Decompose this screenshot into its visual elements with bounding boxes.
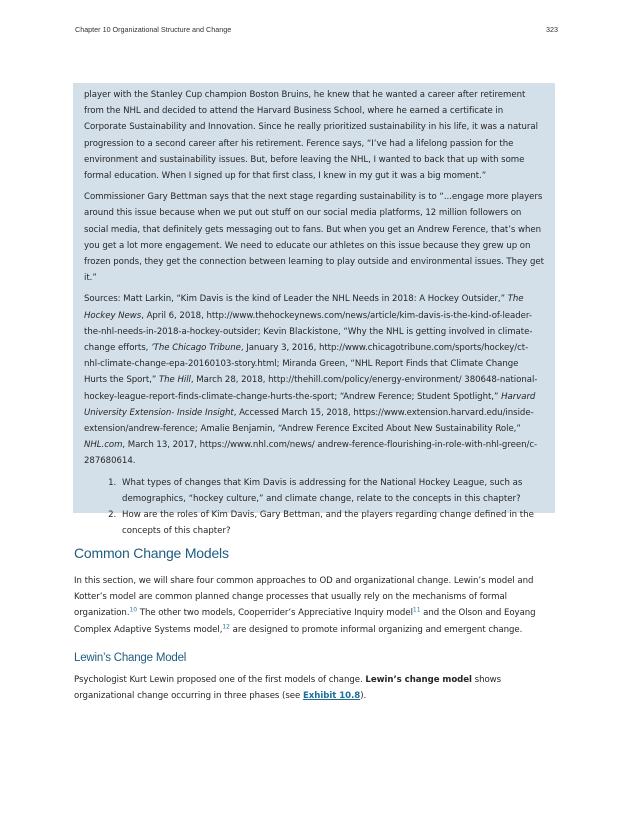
source-publication: The Hockey News bbox=[84, 294, 524, 321]
discussion-questions bbox=[84, 475, 544, 540]
lewin-text: Psychologist Kurt Lewin proposed one of the first models of change. bbox=[74, 674, 366, 685]
key-term: Lewin’s change model bbox=[365, 674, 472, 685]
lewin-text: shows organizational change occurring in three phases (see bbox=[74, 674, 502, 702]
sources-text: Sources: Matt Larkin, “Kim Davis is the kind of Leader the NHL Needs in 2018: A Hockey Outsider,” bbox=[84, 294, 508, 305]
intro-paragraph bbox=[74, 573, 560, 638]
source-publication: Harvard University Extension- Inside Insight bbox=[84, 391, 536, 418]
case-study-callout bbox=[73, 83, 555, 537]
source-publication: The Hill bbox=[158, 375, 191, 386]
running-header bbox=[75, 25, 558, 37]
callout-paragraph-2: Commissioner Gary Bettman says that the next stage regarding sustainability is to “...engage more players around this issue because when we put out stuff on our social media platforms, 12 million followers on social media, that definitely gets messaging out to fans. But when you get an Andrew Ference, that’s when you get a lot more engagement. We need to educate our athletes on this issue because they grew up on frozen ponds, they get the connection between learning to play outside and environmental issues. They get it.” bbox=[84, 192, 544, 284]
sources-paragraph bbox=[84, 291, 544, 469]
callout-paragraph-1: player with the Stanley Cup champion Boston Bruins, he knew that he wanted a career after retirement from the NHL and decided to attend the Harvard Business School, where he earned a certificate in Corporate Sustainability and Innovation. Since he really prioritized sustainability in his life, it was a natural progression to a second career after his retirement. Ference says, “I’ve had a lifelong passion for the environment and sustainability issues. But, before leaving the NHL, I wanted to back that up with some formal education. When I signed up for that first class, I knew in my gut it was a big moment.” bbox=[84, 90, 538, 182]
footnote-ref[interactable]: 11 bbox=[412, 606, 421, 614]
sources-text: , Accessed March 15, 2018, https://www.extension.harvard.edu/inside-extension/andrew-ference; Amalie Benjamin, “Andrew Ference Excited About New Sustainability Role,” bbox=[84, 407, 534, 435]
page-number: 323 bbox=[546, 25, 558, 34]
sources-text: , January 3, 2016, http://www.chicagotribune.com/sports/hockey/ct-nhl-climate-change-epa-20160103-story.html; Miranda Green, “NHL Report Finds that Climate Change Hurts the Sport,” bbox=[84, 343, 529, 386]
source-publication: NHL.com bbox=[84, 440, 123, 451]
intro-text: In this section, we will share four common approaches to OD and organizational change. Lewin’s model and Kotter’s model are common planned change processes that usually rely on the mechanisms of formal organization. bbox=[74, 576, 534, 619]
intro-text: are designed to promote informal organizing and emergent change. bbox=[229, 624, 523, 635]
footnote-ref[interactable]: 12 bbox=[222, 623, 230, 631]
question-item: 1. What types of changes that Kim Davis is addressing for the National Hockey League, such as demographics, “hockey culture,” and climate change, relate to the concepts in this chapter? bbox=[119, 475, 544, 507]
lewin-paragraph bbox=[74, 672, 560, 704]
chapter-title: Chapter 10 Organizational Structure and Change bbox=[75, 25, 232, 34]
lewin-text: ). bbox=[360, 691, 367, 702]
common-change-models-section bbox=[74, 545, 560, 704]
source-publication: ’The Chicago Tribune bbox=[151, 343, 241, 354]
sources-text: , March 28, 2018, http://thehill.com/policy/energy-environment/ 380648-national-hockey-league-report-finds-climate-change-hurts-the-sport; “Andrew Ference; Student Spotlight,” bbox=[84, 375, 538, 402]
exhibit-link[interactable]: Exhibit 10.8 bbox=[302, 691, 361, 702]
subsection-heading: Lewin’s Change Model bbox=[74, 651, 187, 664]
footnote-ref[interactable]: 10 bbox=[129, 606, 138, 614]
sources-text: , April 6, 2018, http://www.thehockeynews.com/news/article/kim-davis-is-the-kind-of-leader-the-nhl-needs-in-2018-a-hockey-outsider; Kevin Blackistone, “Why the NHL is getting involved in climate-change efforts, bbox=[84, 310, 533, 354]
sources-text: , March 13, 2017, https://www.nhl.com/news/ andrew-ference-flourishing-in-role-with-nhl-green/c-287680614. bbox=[84, 440, 538, 467]
intro-text: and the Olson and Eoyang Complex Adaptive Systems model, bbox=[74, 608, 536, 635]
section-heading: Common Change Models bbox=[74, 545, 229, 561]
intro-text: The other two models, Cooperrider’s Appreciative Inquiry model bbox=[137, 608, 413, 619]
question-item: 2. How are the roles of Kim Davis, Gary Bettman, and the players regarding change defined in the concepts of this chapter? bbox=[119, 507, 544, 539]
